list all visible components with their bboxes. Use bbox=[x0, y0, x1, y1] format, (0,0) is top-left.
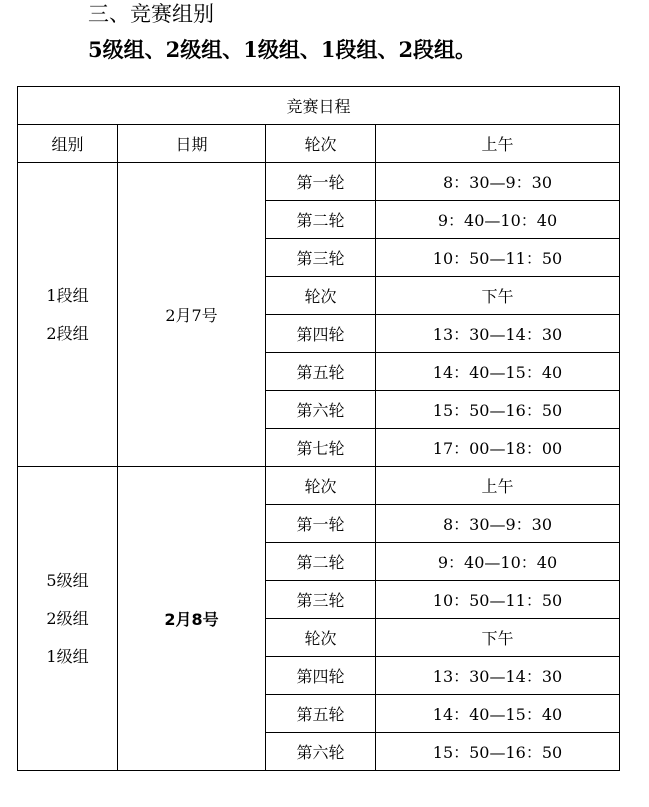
round-cell: 轮次 bbox=[266, 277, 376, 315]
round-cell: 第二轮 bbox=[266, 201, 376, 239]
time-cell: 13：30—14：30 bbox=[376, 657, 620, 695]
header-group: 组别 bbox=[18, 125, 118, 163]
date-cell: 2月7号 bbox=[118, 163, 266, 467]
time-cell: 上午 bbox=[376, 467, 620, 505]
header-date: 日期 bbox=[118, 125, 266, 163]
table-row bbox=[18, 467, 620, 505]
time-cell: 15：50—16：50 bbox=[376, 391, 620, 429]
table-row bbox=[18, 163, 620, 201]
time-cell: 14：40—15：40 bbox=[376, 353, 620, 391]
groups-list: 5级组、2级组、1级组、1段组、2段组。 bbox=[88, 37, 477, 62]
round-cell: 第二轮 bbox=[266, 543, 376, 581]
date-cell: 2月8号 bbox=[118, 467, 266, 771]
round-cell: 第七轮 bbox=[266, 429, 376, 467]
time-cell: 13：30—14：30 bbox=[376, 315, 620, 353]
time-cell: 14：40—15：40 bbox=[376, 695, 620, 733]
round-cell: 轮次 bbox=[266, 619, 376, 657]
round-cell: 第三轮 bbox=[266, 581, 376, 619]
time-cell: 下午 bbox=[376, 277, 620, 315]
group-label: 1段组 bbox=[46, 285, 89, 305]
round-cell: 第四轮 bbox=[266, 315, 376, 353]
section-heading: 三、竞赛组别 bbox=[88, 2, 214, 26]
group-label: 1级组 bbox=[46, 646, 89, 666]
group-label: 2级组 bbox=[46, 608, 89, 628]
time-cell: 下午 bbox=[376, 619, 620, 657]
time-cell: 8：30—9：30 bbox=[376, 505, 620, 543]
schedule-table bbox=[17, 86, 620, 771]
round-cell: 第三轮 bbox=[266, 239, 376, 277]
time-cell: 17：00—18：00 bbox=[376, 429, 620, 467]
table-title: 竞赛日程 bbox=[18, 87, 620, 125]
group-label: 5级组 bbox=[46, 570, 89, 590]
group-label: 2段组 bbox=[46, 323, 89, 343]
round-cell: 第五轮 bbox=[266, 695, 376, 733]
header-morning: 上午 bbox=[376, 125, 620, 163]
round-cell: 第一轮 bbox=[266, 505, 376, 543]
round-cell: 第五轮 bbox=[266, 353, 376, 391]
time-cell: 10：50—11：50 bbox=[376, 581, 620, 619]
group-cell bbox=[18, 467, 118, 771]
round-cell: 第六轮 bbox=[266, 733, 376, 771]
time-cell: 9：40—10：40 bbox=[376, 543, 620, 581]
group-cell bbox=[18, 163, 118, 467]
time-cell: 9：40—10：40 bbox=[376, 201, 620, 239]
round-cell: 轮次 bbox=[266, 467, 376, 505]
header-round: 轮次 bbox=[266, 125, 376, 163]
time-cell: 15：50—16：50 bbox=[376, 733, 620, 771]
round-cell: 第四轮 bbox=[266, 657, 376, 695]
time-cell: 10：50—11：50 bbox=[376, 239, 620, 277]
time-cell: 8：30—9：30 bbox=[376, 163, 620, 201]
round-cell: 第一轮 bbox=[266, 163, 376, 201]
round-cell: 第六轮 bbox=[266, 391, 376, 429]
